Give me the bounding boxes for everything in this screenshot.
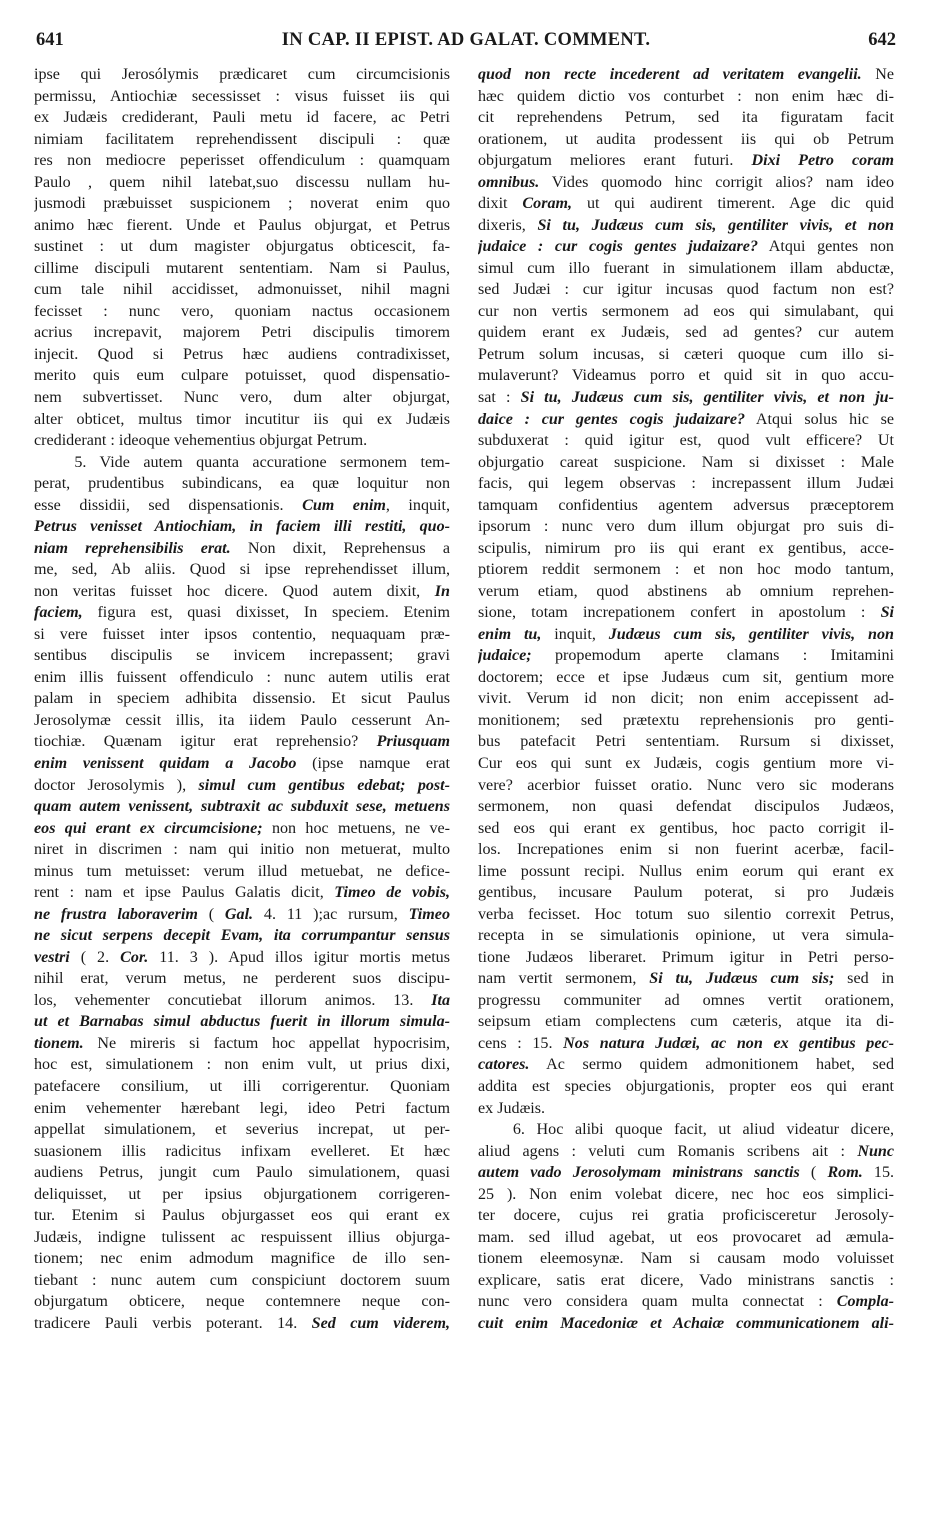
text-run: Petrum solum incusas, si cæteri quoque cum illo si- [478,345,894,363]
text-line [34,1141,450,1163]
text-line [34,387,450,409]
text-line [34,172,450,194]
text-line [478,904,894,926]
text-run: monitionem; sed prætextu reprehensionis pro genti- [478,711,894,729]
text-line [34,839,450,861]
scripture-quote: niam reprehensibilis erat. [34,539,231,557]
text-run: patefacere consilium, ut illi corrigerentur. Quoniam [34,1077,450,1095]
text-line [34,710,450,732]
text-line [478,1184,894,1206]
scripture-quote: ut et Barnabas simul abductus fuerit in illorum simula- [34,1013,450,1031]
text-run: aliud agens : veluti cum Romanis scribens ait : [478,1142,858,1160]
scripture-quote: ne sicut serpens decepit Evam, ita corrumpantur sensus [34,927,450,945]
text-run: permissu, Antiochiæ secessisset : visus fuisset iis qui [34,87,450,105]
scripture-quote: Judæus cum sis, gentiliter vivis, non [608,625,894,643]
text-line [34,473,450,495]
text-run: doctorem; ecce et ipse Judæus cum sit, gentium more [478,668,894,686]
text-run: tiochiæ. Quænam igitur erat reprehensio? [34,733,377,751]
scripture-quote: Ita [431,991,450,1009]
text-run: enim illis fuissent offendiculo : nunc autem utilis erat [34,668,450,686]
text-line [478,602,894,624]
text-line [478,645,894,667]
text-run: recepta in se simulationis opinione, ut vera simula- [478,927,894,945]
text-line [478,968,894,990]
text-line [478,559,894,581]
text-line [34,258,450,280]
left-column [34,64,450,1334]
scripture-quote: Cum enim [302,496,386,514]
text-line [478,258,894,280]
text-line [478,667,894,689]
text-line [478,279,894,301]
text-run: crediderant : ideoque vehementius objurgat Petrum. [34,432,368,450]
text-line [478,172,894,194]
text-run: nunc vero considera quam multa connectat : [478,1293,837,1311]
text-line [478,1098,894,1120]
text-run: simul cum illo fuerant in simulationem illam abductæ, [478,259,894,277]
text-line [34,559,450,581]
text-run: los. Increpationes enim si non fuerint acerbæ, facil- [478,841,894,859]
text-line [34,365,450,387]
scripture-quote: In [434,582,450,600]
text-run: deliquisset, ut per ipsius objurgationem corrigeren- [34,1185,450,1203]
scripture-quote: Dixi Petro coram [751,152,894,170]
text-line [478,947,894,969]
text-run: suasionem illis radicitus infixam evelleret. Et hæc [34,1142,450,1160]
text-line [478,581,894,603]
text-run: gentibus, incusare Paulum poterat, si pro Judæis [478,884,894,902]
scripture-quote: Priusquam [376,733,450,751]
text-line [478,107,894,129]
text-line [478,452,894,474]
scripture-quote: enim venissent quidam a Jacobo [34,755,297,772]
text-run: Atqui gentes non [758,238,894,256]
text-line [34,731,450,753]
text-line [478,365,894,387]
text-run: seipsum etiam complectens cum cæteris, atque ita di- [478,1013,894,1031]
text-run: ipsorum : nunc vero dum illum objurgat pro suis di- [478,518,894,536]
text-run: non veritas fuisset hoc dicere. Quod autem dixit, [34,582,435,600]
text-line [34,452,450,474]
text-run: sermonem, non quasi defendat discipulos Judæos, [478,798,894,816]
scripture-quote: Timeo de vobis, [334,884,450,902]
text-line [478,861,894,883]
text-line [34,990,450,1012]
text-run: mam. sed illud agebat, ut eos provocaret ad æmula- [478,1228,894,1246]
text-line [34,322,450,344]
text-line [478,1291,894,1313]
text-line [34,1119,450,1141]
text-run: merito quis eum culpare potuisset, quod dispensatio- [34,367,450,385]
text-line [478,1076,894,1098]
text-line [34,1098,450,1120]
scripture-quote: Nos natura Judæi, ac non ex gentibus pec- [563,1034,894,1052]
text-run: alter obticet, multus timor incutitur iis qui ex Judæis [34,410,450,428]
text-run: sustinet : ut dum magister objurgatus obticescit, fa- [34,238,450,256]
text-run: ut qui audirent timerent. Age dic quid [572,195,894,213]
text-line [478,473,894,495]
text-run: Atqui solus hic se [745,410,894,428]
text-line [478,1205,894,1227]
text-run: rent : nam et ipse Paulus Galatis dicit, [34,884,335,902]
text-run: hæc quidem dictio vos conturbet : non enim hæc di- [478,87,894,105]
text-line [478,150,894,172]
text-line [34,430,450,452]
text-run: tur. Etenim si Paulus objurgasset eos qui erant ex [34,1207,450,1225]
scripture-quote: faciem, [34,604,83,622]
text-line [478,86,894,108]
text-run: , inquit, [385,496,450,514]
text-run: addita est species objurgationis, propter eos qui erant [478,1077,894,1095]
text-run: Ne [861,66,894,83]
text-line [34,688,450,710]
text-run: vivit. Verum id non dicit; non enim accepissent ad- [478,690,894,708]
text-run: 4. 11 );ac rursum, [253,905,409,923]
text-line [34,1162,450,1184]
scripture-quote: simul cum gentibus edebat; post- [198,776,450,794]
text-line [34,107,450,129]
text-line [34,904,450,926]
running-title: IN CAP. II EPIST. AD GALAT. COMMENT. [281,30,651,50]
text-line [478,1162,894,1184]
text-line [478,796,894,818]
text-line [34,1270,450,1292]
text-run: niret in discrimen : nam qui initio non metuerat, multo [34,841,450,859]
text-run: objurgatum meliores erant futuri. [478,152,752,170]
text-run: minus tum metuisset: verum illud metuebat, ne defice- [34,862,450,880]
scripture-quote: omnibus. [478,173,540,191]
text-run: subduxerat : quid igitur est, quod vult efficere? Ut [478,432,894,450]
text-run: cit reprehendens Petrum, sed ita figuratam facit [478,109,894,127]
text-line [478,882,894,904]
text-run: cens : 15. [478,1034,564,1052]
text-run: Ne mireris si factum hoc appellat hypocrisim, [83,1034,450,1052]
text-line [34,1011,450,1033]
scripture-quote: catores. [478,1056,530,1074]
text-line [34,667,450,689]
text-run: ex Judæis. [478,1099,546,1117]
text-line [34,193,450,215]
text-line [34,1291,450,1313]
text-line [478,495,894,517]
text-run: doctor Jerosolymis ), [34,776,199,794]
text-run: 25 ). Non enim volebat dicere, nec hoc eos simplici- [478,1185,894,1203]
text-line [34,1033,450,1055]
text-run: quidem erant ex Judæis, sed ad gentes? cur autem [478,324,894,342]
text-run: explicare, satis erat dicere, Vado ministrans sanctis : [478,1271,894,1289]
text-line [34,1076,450,1098]
text-line [478,1227,894,1249]
text-run: palam in speciem adhibita dissensio. Et sicut Paulus [34,690,450,708]
text-run: nimiam facilitatem reprehendissent discipuli : quæ [34,130,450,148]
text-run: Paulo , quem nihil latebat,suo discessu nullam hu- [34,173,450,191]
text-run: injecit. Quod si Petrus hæc audiens contradixisset, [34,345,450,363]
text-run: audiens Petrus, jungit cum Paulo simulationem, quasi [34,1164,450,1182]
text-run: 15. [862,1164,894,1182]
text-line [34,344,450,366]
text-run: inquit, [541,625,609,643]
scripture-quote: cuit enim Macedoniæ et Achaiæ communicationem ali- [478,1314,894,1332]
text-line [34,753,450,775]
text-run: ipse qui Jerosólymis prædicaret cum circumcisionis [34,66,450,83]
text-run: ter docere, cujus rei gratia proficisceretur Jerosoly- [478,1207,894,1225]
text-line [34,1054,450,1076]
text-run: lime possunt recipi. Nullus enim eorum qui erant ex [478,862,894,880]
text-run: tionem; nec enim admodum magnifice de illo sen- [34,1250,450,1268]
scripture-quote: Nunc [857,1142,894,1160]
text-line [478,753,894,775]
text-run: dixit [478,195,523,213]
text-run: 11. 3 ). Apud illos igitur mortis metus [148,948,450,966]
text-run: mulaverunt? Videamus porro et quid sit in quo accu- [478,367,894,385]
text-line [34,215,450,237]
text-line [34,947,450,969]
text-run: Vides quomodo hinc corrigit alios? nam ideo [539,173,894,191]
text-line [478,1054,894,1076]
text-run: perat, prudentibus subindicans, ea quæ loquitur non [34,475,450,493]
text-run: facis, qui legem observas : increpassent illum Judæi [478,475,894,493]
text-run: nam vertit sermonem, [478,970,650,988]
text-line [34,1248,450,1270]
text-line [478,775,894,797]
text-run: figura est, quasi dixisset, In speciem. Etenim [82,604,450,622]
text-line [34,538,450,560]
text-line [478,1141,894,1163]
text-line [478,1313,894,1335]
scripture-quote: Si tu, Judæus cum sis, gentiliter vivis, et non [537,216,894,234]
text-line [478,301,894,323]
text-run: esse dissidii, sed dispensationis. [34,496,303,514]
text-line [34,1205,450,1227]
text-run: progressu communiter ad omnes vertit orationem, [478,991,894,1009]
text-line [478,818,894,840]
text-run: fecisset : nunc vero, quoniam nactus occasionem [34,302,450,320]
text-line [34,882,450,904]
text-line [34,624,450,646]
text-run: sed eos qui erant ex gentibus, hoc pacto corrigit il- [478,819,894,837]
text-run: cur non vertis sermonem ad eos qui simulabant, qui [478,302,894,320]
text-run: acrius increpavit, majorem Petri discipulis timorem [34,324,450,342]
page-number-left: 641 [36,30,64,50]
text-line [34,1184,450,1206]
text-line [34,796,450,818]
text-run: non hoc metuens, ne ve- [262,819,450,837]
scripture-quote: Timeo [408,905,450,923]
text-run: ( [799,1164,828,1182]
text-run: ex Judæis crediderant, Pauli metu id facere, ac Petri [34,109,450,127]
text-run: hoc est, simulationem : non enim vult, ut prius dixi, [34,1056,450,1074]
text-line [34,301,450,323]
text-run: tradicere Pauli verbis poterant. 14. [34,1314,312,1332]
text-run: Cur eos qui sunt ex Judæis, cogis gentium more vi- [478,755,894,772]
scripture-quote: judaice; [478,647,532,665]
page-number-right: 642 [868,30,896,50]
text-run: tionem eleemosynæ. Nam si causam modo voluisset [478,1250,894,1268]
text-line [478,925,894,947]
running-header [36,30,896,54]
scripture-quote: Si [880,604,894,622]
text-run: me, sed, Ab aliis. Quod si ipse reprehendisset illum, [34,561,450,579]
text-run: animo hæc fierent. Unde et Paulus objurgat, et Petrus [34,216,450,234]
text-line [34,775,450,797]
text-run: propemodum aperte clamans : Imitamini [531,647,894,665]
text-run: verba fecisset. Hoc totum suo silentio correxit Petrus, [478,905,894,923]
text-line [34,150,450,172]
text-line [34,925,450,947]
text-run: nihil erat, verum metus, ne perderent suos discipu- [34,970,450,988]
text-line [34,236,450,258]
text-line [478,322,894,344]
scripture-quote: Petrus venisset Antiochiam, in faciem illi restiti, quo- [34,518,450,536]
text-run: 6. Hoc alibi quoque facit, ut aliud videatur dicere, [478,1121,894,1139]
text-line [34,1313,450,1335]
text-line [478,710,894,732]
text-line [478,409,894,431]
text-line [34,86,450,108]
text-run: sed Judæi : cur igitur incusas quod factum non est? [478,281,894,299]
text-run: bus patefacit Petri sententiam. Rursum si dixisset, [478,733,894,751]
text-line [478,516,894,538]
text-run: res non mediocre peperisset offendiculum : quamquam [34,152,450,170]
text-run: tiebant : nunc autem cum conspiciunt doctorem suum [34,1271,450,1289]
text-line [478,1270,894,1292]
text-line [34,818,450,840]
text-line [478,624,894,646]
scripture-quote: daice : cur gentes cogis judaizare? [478,410,746,428]
text-run: sione, totam increpationem confert in apostolum : [478,604,881,622]
text-run: appellat simulationem, et severius increpat, ut per- [34,1121,450,1139]
text-line [478,430,894,452]
text-run: tione Judæos liberaret. Primum igitur in Petri perso- [478,948,894,966]
text-run: nem subvertisset. Nunc vero, dum alter objurgat, [34,388,450,406]
text-run: sed in [834,970,894,988]
text-run: tamquam confidentius agentem adversus præceptorem [478,496,894,514]
text-line [478,193,894,215]
text-run: cillime discipuli mutarent sententiam. Nam si Paulus, [34,259,450,277]
text-line [34,645,450,667]
scripture-quote: autem vado Jerosolymam ministrans sanctis [478,1164,800,1182]
text-run: orationem, ut audita prodessent iis qui ob Petrum [478,130,894,148]
text-run: si vere fuisset inter ipsos contentio, nequaquam præ- [34,625,450,643]
text-run: verum etiam, quod abstinens ab omnium reprehen- [478,582,894,600]
text-run: ( 2. [69,948,121,966]
text-line [34,861,450,883]
text-line [34,495,450,517]
text-run: los, vehementer concutiebat illorum animos. 13. [34,991,432,1009]
scripture-quote: eos qui erant ex circumcisione; [34,819,263,837]
text-run: (ipse namque erat [296,755,450,772]
text-line [478,990,894,1012]
text-run: sentibus discipulis se invicem increpassent; gravi [34,647,450,665]
text-line [34,129,450,151]
scripture-quote: Compla- [836,1293,894,1311]
text-run: Non dixit, Reprehensus a [230,539,450,557]
text-line [478,1248,894,1270]
text-line [478,731,894,753]
scripture-quote: Gal. [224,905,254,923]
text-line [478,1119,894,1141]
right-column [478,64,894,1334]
text-run: objurgatio careat suspicione. Nam si dixisset : Male [478,453,894,471]
text-line [478,1033,894,1055]
text-line [478,688,894,710]
scripture-quote: Rom. [827,1164,863,1182]
text-run: 5. Vide autem quanta accuratione sermonem tem- [34,453,450,471]
text-line [478,236,894,258]
scripture-quote: Si tu, Judæus cum sis; [649,970,835,988]
text-line [34,602,450,624]
text-run: dixeris, [478,216,538,234]
text-line [478,64,894,86]
text-run: objurgatum obticere, neque contemnere neque con- [34,1293,450,1311]
text-line [34,409,450,431]
scripture-quote: Coram, [522,195,573,213]
scripture-quote: Si tu, Judæus cum sis, gentiliter vivis, et non ju- [520,388,894,406]
text-line [478,344,894,366]
scripture-quote: enim tu, [478,625,542,643]
scripture-quote: quod non recte incederent ad veritatem evangelii. [478,66,862,83]
text-line [478,215,894,237]
text-run: cum tale nihil accidisset, admonuisset, nihil magni [34,281,450,299]
text-run: ( [197,905,225,923]
text-run: Judæis, indigne tulissent ac respuissent illius objurga- [34,1228,450,1246]
text-line [34,516,450,538]
text-run: scipulis, nimirum pro iis qui erant ex gentibus, acce- [478,539,894,557]
scripture-quote: Sed cum viderem, [311,1314,450,1332]
text-line [34,279,450,301]
text-line [478,387,894,409]
text-run: enim vehementer hærebant legi, ideo Petri factum [34,1099,450,1117]
scripture-quote: ne frustra laboraverim [34,905,198,923]
text-line [478,1011,894,1033]
text-line [478,839,894,861]
text-run: ptiorem reddit sermonem : et non hoc modo tantum, [478,561,894,579]
scripture-quote: quam autem venissent, subtraxit ac subduxit sese, metuens [34,798,450,816]
scripture-quote: judaice : cur cogis gentes judaizare? [478,238,758,256]
text-line [34,581,450,603]
text-line [478,538,894,560]
scripture-quote: Cor. [120,948,149,966]
text-run: Ac sermo quidem admonitionem habet, sed [529,1056,894,1074]
text-line [478,129,894,151]
text-line [34,64,450,86]
text-line [34,968,450,990]
text-run: Jerosolymæ cessit illis, ita iidem Paulo cesserunt An- [34,711,450,729]
text-run: vere? acerbior fuisset oratio. Nunc vero sic moderans [478,776,894,794]
text-run: sat : [478,388,521,406]
text-run: jusmodi præbuisset suspicionem ; noverat enim quo [34,195,450,213]
scripture-quote: tionem. [34,1034,84,1052]
text-line [34,1227,450,1249]
scripture-quote: vestri [34,948,70,966]
